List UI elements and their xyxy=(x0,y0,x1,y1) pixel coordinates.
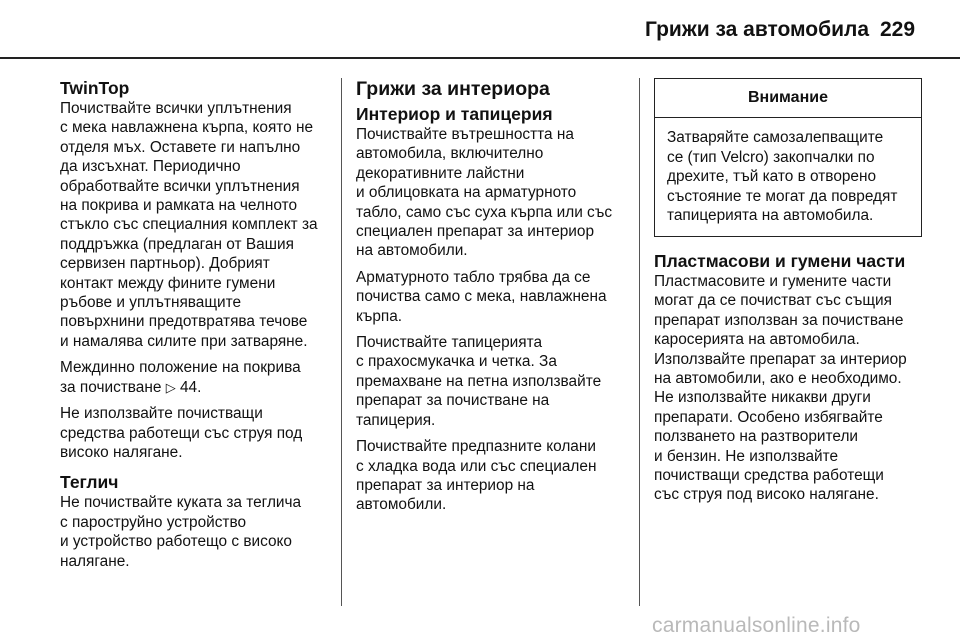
roof-position-paragraph xyxy=(60,358,332,397)
caution-title: Внимание xyxy=(655,79,921,118)
text-line: Междинно положение на покрива xyxy=(60,359,301,377)
text-line: отделя мъх. Оставете ги напълно xyxy=(60,138,301,156)
towbar-paragraph xyxy=(60,493,332,571)
text-line: Почиствайте тапицерията xyxy=(356,334,543,352)
text-line: Арматурното табло трябва да се xyxy=(356,268,591,286)
section-towbar xyxy=(60,472,332,571)
column-divider-2 xyxy=(639,78,640,606)
text-line: се (тип Velcro) закопчалки по xyxy=(667,148,875,166)
text-line: и устройство работещо с високо xyxy=(60,533,292,551)
text-line: обработвайте всички уплътнения xyxy=(60,177,300,195)
text-line: и намалява силите при затваряне. xyxy=(60,332,308,350)
text-line: Използвайте препарат за интериор xyxy=(654,350,907,368)
text-line: и облицовката на арматурното xyxy=(356,184,577,202)
text-line: препарати. Особено избягвайте xyxy=(654,408,883,426)
text-line: препарат за почистване на xyxy=(356,392,550,410)
text-line: с пароструйно устройство xyxy=(60,513,247,531)
text-line: контакт между фините гумени xyxy=(60,274,276,292)
text-line: стъкло със специалния комплект за xyxy=(60,216,318,234)
text-line: Не почиствайте куката за теглича xyxy=(60,494,302,512)
caution-box xyxy=(654,78,922,237)
text-line: табло, само със суха кърпа или със xyxy=(356,203,613,221)
text-line: тапицерията на автомобила. xyxy=(667,207,874,225)
text-line: поддръжка (предлаган от Вашия xyxy=(60,235,294,253)
text-line: Почиствайте вътрешността на xyxy=(356,126,574,143)
text-line: специален препарат за интериор xyxy=(356,223,595,241)
text-line: декоративните лайстни xyxy=(356,164,525,182)
text-line: със струя под високо налягане. xyxy=(654,486,879,504)
no-pressure-cleaners-paragraph xyxy=(60,404,332,462)
text-line: Почиствайте предпазните колани xyxy=(356,438,596,456)
text-line: състояние те могат да повредят xyxy=(667,187,898,205)
text-line: за почистване xyxy=(60,378,162,396)
text-line: кърпа. xyxy=(356,307,403,325)
text-line: и бензин. Не използвайте xyxy=(654,447,839,465)
plastic-rubber-paragraph xyxy=(654,272,922,505)
chapter-title: Грижи за автомобила xyxy=(645,18,870,41)
text-line: тапицерия. xyxy=(356,411,436,429)
text-line: дрехите, тъй като в отворено xyxy=(667,168,877,186)
interior-paragraph-3 xyxy=(356,333,628,430)
text-line: да изсъхнат. Периодично xyxy=(60,158,241,176)
page-number: 229 xyxy=(880,18,916,41)
page-reference[interactable]: 44. xyxy=(180,378,202,396)
text-line: Не използвайте никакви други xyxy=(654,389,871,407)
text-line: с прахосмукачка и четка. За xyxy=(356,353,557,371)
interior-paragraph-4 xyxy=(356,437,628,515)
column-divider-1 xyxy=(341,78,342,606)
text-line: премахване на петна използвайте xyxy=(356,372,602,390)
text-line: повърхнини предотвратява течове xyxy=(60,313,308,331)
text-line: на покрива и рамката на челното xyxy=(60,197,298,215)
interior-upholstery-subheading: Интериор и тапицерия xyxy=(356,104,553,124)
arrow-reference-icon[interactable]: ▷ xyxy=(165,379,176,395)
text-line: почистващи средства работещи xyxy=(654,466,884,484)
column-left xyxy=(60,78,332,581)
column-middle xyxy=(356,78,628,522)
page-header xyxy=(0,0,960,58)
text-line: почиства само с мека, навлажнена xyxy=(356,288,607,306)
text-line: сервизен партньор). Добрият xyxy=(60,255,270,273)
text-line: могат да се почистват със същия xyxy=(654,292,892,310)
header-divider xyxy=(0,57,960,59)
interior-paragraph-1 xyxy=(356,125,628,261)
text-line: Затваряйте самозалепващите xyxy=(667,129,884,147)
text-line: автомобили. xyxy=(356,496,447,514)
watermark: carmanualsonline.info xyxy=(652,614,861,637)
text-line: на автомобили, ако е необходимо. xyxy=(654,369,902,387)
text-line: автомобила, включително xyxy=(356,145,544,163)
twintop-paragraph xyxy=(60,99,332,351)
text-line: Почиствайте всички уплътнения xyxy=(60,100,292,117)
text-line: препарат за интериор на xyxy=(356,476,535,494)
plastic-rubber-heading: Пластмасови и гумени части xyxy=(654,250,906,271)
text-line: ползването на разтворители xyxy=(654,428,859,446)
text-line: високо налягане. xyxy=(60,443,183,461)
text-line: препарат използван за почистване xyxy=(654,311,904,329)
towbar-heading: Теглич xyxy=(60,472,119,493)
section-twintop xyxy=(60,78,332,462)
text-line: с хладка вода или със специален xyxy=(356,457,597,475)
text-line: каросерията на автомобила. xyxy=(654,331,860,349)
text-line: налягане. xyxy=(60,552,130,570)
text-line: средства работещи със струя под xyxy=(60,424,303,442)
caution-text xyxy=(655,118,921,236)
text-line: Не използвайте почистващи xyxy=(60,405,263,423)
interior-care-heading: Грижи за интериора xyxy=(356,78,550,100)
interior-paragraph-2 xyxy=(356,268,628,326)
text-line: ръбове и уплътняващите xyxy=(60,294,242,312)
column-right xyxy=(654,78,922,512)
text-line: с мека навлажнена кърпа, която не xyxy=(60,119,314,137)
text-line: на автомобили. xyxy=(356,242,468,260)
twintop-heading: TwinTop xyxy=(60,78,130,98)
text-line: Пластмасовите и гумените части xyxy=(654,272,892,290)
